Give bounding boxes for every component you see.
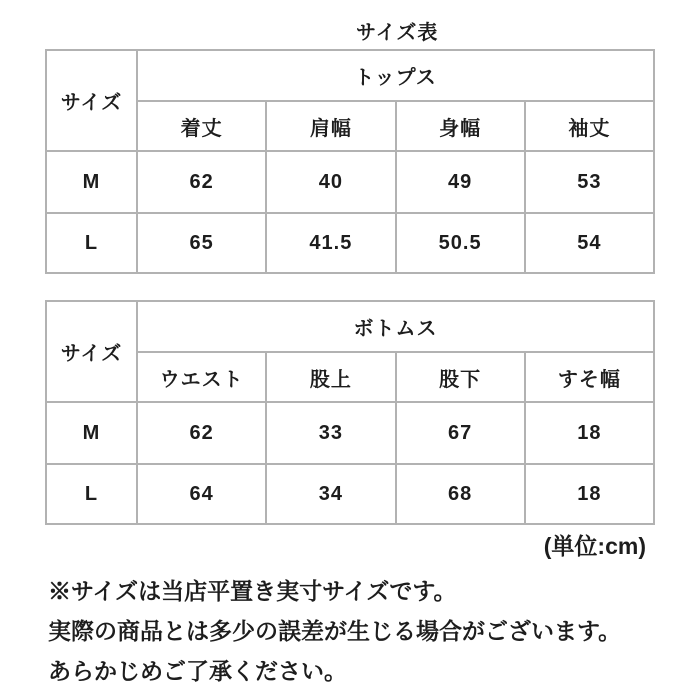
tops-row-m xyxy=(46,151,654,213)
footnotes xyxy=(48,571,621,691)
bottoms-row-m-size: M xyxy=(46,402,137,464)
tops-size-column-header: サイズ xyxy=(46,50,137,151)
tops-row-l-value: 41.5 xyxy=(266,213,395,273)
tops-col-header-sleeve: 袖丈 xyxy=(525,101,654,151)
bottoms-group-header: ボトムス xyxy=(137,301,654,352)
page-title: サイズ表 xyxy=(356,22,439,44)
tops-col-header-body-width: 身幅 xyxy=(396,101,525,151)
bottoms-row-l-size: L xyxy=(46,464,137,524)
bottoms-row-l-value: 68 xyxy=(396,464,525,524)
tops-col-header-shoulder: 肩幅 xyxy=(266,101,395,151)
bottoms-row-m-value: 18 xyxy=(525,402,654,464)
footnote-line-3: あらかじめご了承ください。 xyxy=(48,658,347,684)
footnote-line-1: ※サイズは当店平置き実寸サイズです。 xyxy=(48,578,457,604)
tops-row-l xyxy=(46,213,654,273)
bottoms-row-m-value: 33 xyxy=(266,402,395,464)
tops-row-l-size: L xyxy=(46,213,137,273)
bottoms-col-header-hem-width: すそ幅 xyxy=(525,352,654,402)
bottoms-row-m-value: 67 xyxy=(396,402,525,464)
bottoms-row-l-value: 34 xyxy=(266,464,395,524)
footnote-line-2: 実際の商品とは多少の誤差が生じる場合がございます。 xyxy=(48,618,622,644)
tops-row-l-value: 50.5 xyxy=(396,213,525,273)
bottoms-col-header-inseam: 股下 xyxy=(396,352,525,402)
bottoms-subheader-row xyxy=(46,352,654,402)
bottoms-col-header-waist: ウエスト xyxy=(137,352,266,402)
tops-col-header-length: 着丈 xyxy=(137,101,266,151)
bottoms-row-l-value: 18 xyxy=(525,464,654,524)
bottoms-row-l xyxy=(46,464,654,524)
bottoms-row-l-value: 64 xyxy=(137,464,266,524)
bottoms-col-header-rise: 股上 xyxy=(266,352,395,402)
tops-header-row xyxy=(46,50,654,101)
tops-row-l-value: 65 xyxy=(137,213,266,273)
tops-size-table xyxy=(45,49,655,274)
bottoms-header-row xyxy=(46,301,654,352)
tops-row-m-value: 40 xyxy=(266,151,395,213)
unit-note: (単位:cm) xyxy=(543,533,646,559)
tops-row-m-value: 62 xyxy=(137,151,266,213)
tops-row-m-size: M xyxy=(46,151,137,213)
bottoms-size-column-header: サイズ xyxy=(46,301,137,402)
tops-group-header: トップス xyxy=(137,50,654,101)
bottoms-row-m xyxy=(46,402,654,464)
tops-row-l-value: 54 xyxy=(525,213,654,273)
tops-row-m-value: 53 xyxy=(525,151,654,213)
tops-subheader-row xyxy=(46,101,654,151)
tops-row-m-value: 49 xyxy=(396,151,525,213)
bottoms-size-table xyxy=(45,300,655,525)
bottoms-row-m-value: 62 xyxy=(137,402,266,464)
